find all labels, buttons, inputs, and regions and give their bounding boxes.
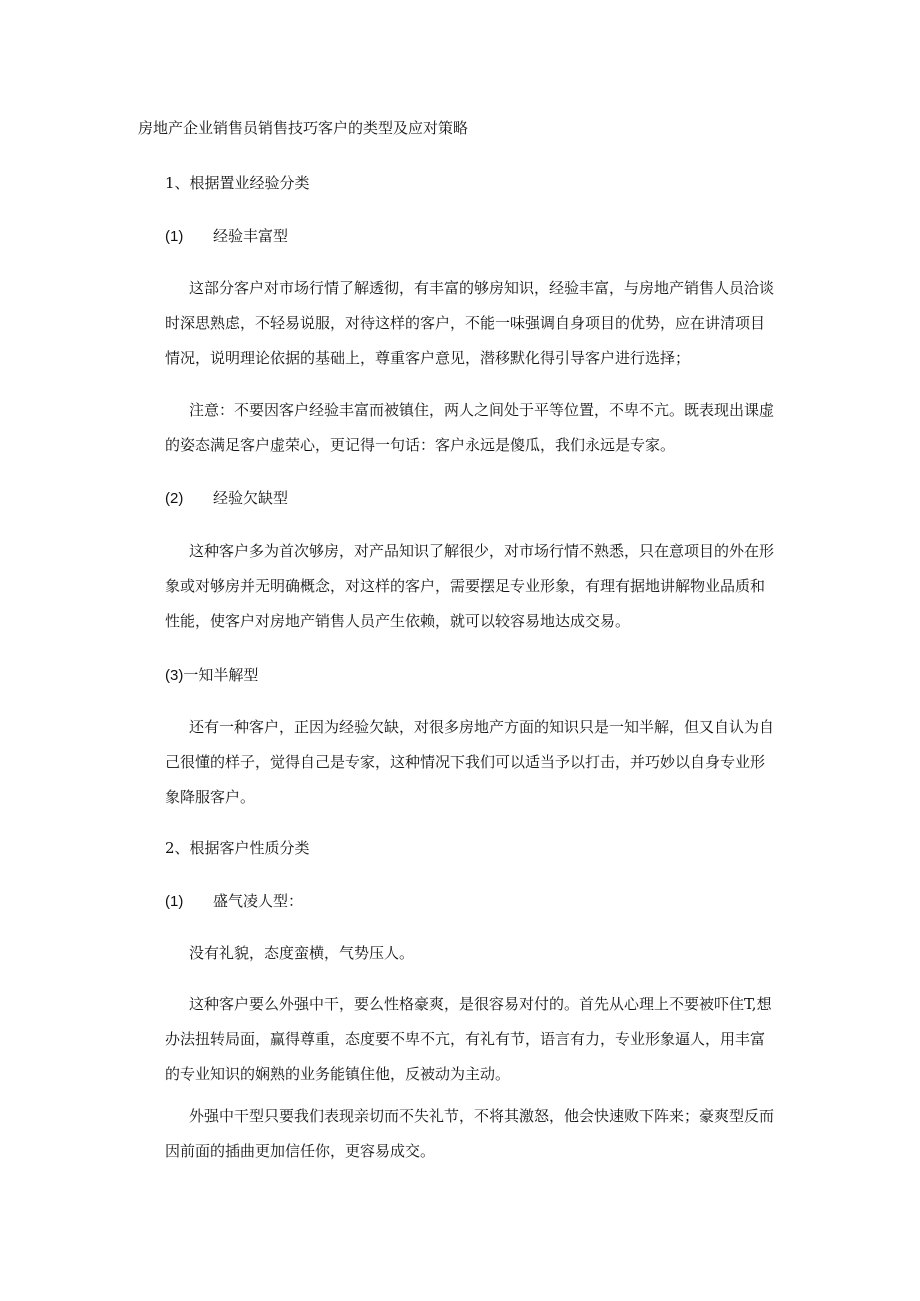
- paragraph-line: 性能，使客户对房地产销售人员产生依赖，就可以较容易地达成交易。: [165, 612, 631, 630]
- subheading-number: (1): [165, 228, 184, 245]
- paragraph: [165, 278, 790, 383]
- paragraph-line: 的姿态满足客户虚荣心，更记得一句话：客户永远是傻瓜，我们永远是专家。: [165, 436, 676, 454]
- subheading-label: 经验欠缺型: [213, 489, 289, 507]
- paragraph-line: 时深思熟虑，不轻易说服，对待这样的客户，不能一味强调自身项目的优势，应在讲清项目: [165, 314, 766, 332]
- subheading-inexperienced: [165, 488, 288, 509]
- paragraph-line: 办法扭转局面，赢得尊重，态度要不卑不亢，有礼有节，语言有力，专业形象逼人，用丰富: [165, 1030, 766, 1048]
- paragraph: [165, 994, 790, 1099]
- paragraph-line: 注意：不要因客户经验丰富而被镇住，两人之间处于平等位置，不卑不亢。既表现出课虚: [189, 401, 775, 419]
- paragraph-line: 象降服客户。: [165, 788, 256, 806]
- paragraph-line: 这种客户要么外强中干，要么性格豪爽，是很容易对付的。首先从心理上不要被吓住T,想: [189, 995, 772, 1013]
- document-title: 房地产企业销售员销售技巧客户的类型及应对策略: [138, 119, 469, 137]
- paragraph: [165, 541, 790, 646]
- paragraph: [165, 717, 790, 822]
- section-heading-1: 1、根据置业经验分类: [165, 174, 310, 192]
- paragraph-line: 没有礼貌，态度蛮横，气势压人。: [189, 944, 415, 962]
- subheading-label: 经验丰富型: [213, 227, 289, 245]
- subheading-number: (1): [165, 893, 184, 910]
- paragraph-line: 还有一种客户，正因为经验欠缺，对很多房地产方面的知识只是一知半解，但又自认为自: [189, 718, 775, 736]
- section-heading-2: 2、根据客户性质分类: [165, 839, 310, 857]
- paragraph-line: 的专业知识的娴熟的业务能镇住他，反被动为主动。: [165, 1065, 511, 1083]
- paragraph-note: [165, 400, 790, 470]
- paragraph: [165, 943, 790, 978]
- paragraph-line: 己很懂的样子，觉得自己是专家，这种情况下我们可以适当予以打击，并巧妙以自身专业形: [165, 753, 766, 771]
- paragraph-line: 情况，说明理论依据的基础上，尊重客户意见，潜移默化得引导客户进行选择；: [165, 349, 691, 367]
- subheading-number: (2): [165, 490, 184, 507]
- paragraph-line: 因前面的插曲更加信任你，更容易成交。: [165, 1142, 436, 1160]
- subheading-label: 盛气凌人型：: [213, 892, 304, 910]
- subheading-label: 一知半解型: [183, 666, 259, 684]
- subheading-half-knowledge: [165, 665, 258, 686]
- paragraph-line: 这部分客户对市场行情了解透彻，有丰富的够房知识，经验丰富，与房地产销售人员洽谈: [189, 279, 775, 297]
- paragraph-line: 象或对够房并无明确概念，对这样的客户，需要摆足专业形象，有理有据地讲解物业品质和: [165, 577, 766, 595]
- subheading-arrogant: [165, 891, 303, 912]
- paragraph-line: 这种客户多为首次够房，对产品知识了解很少，对市场行情不熟悉，只在意项目的外在形: [189, 542, 775, 560]
- subheading-experienced: [165, 226, 288, 247]
- paragraph: [165, 1106, 790, 1176]
- subheading-number: (3): [165, 667, 184, 684]
- paragraph-line: 外强中干型只要我们表现亲切而不失礼节，不将其激怒，他会快速败下阵来；豪爽型反而: [189, 1107, 775, 1125]
